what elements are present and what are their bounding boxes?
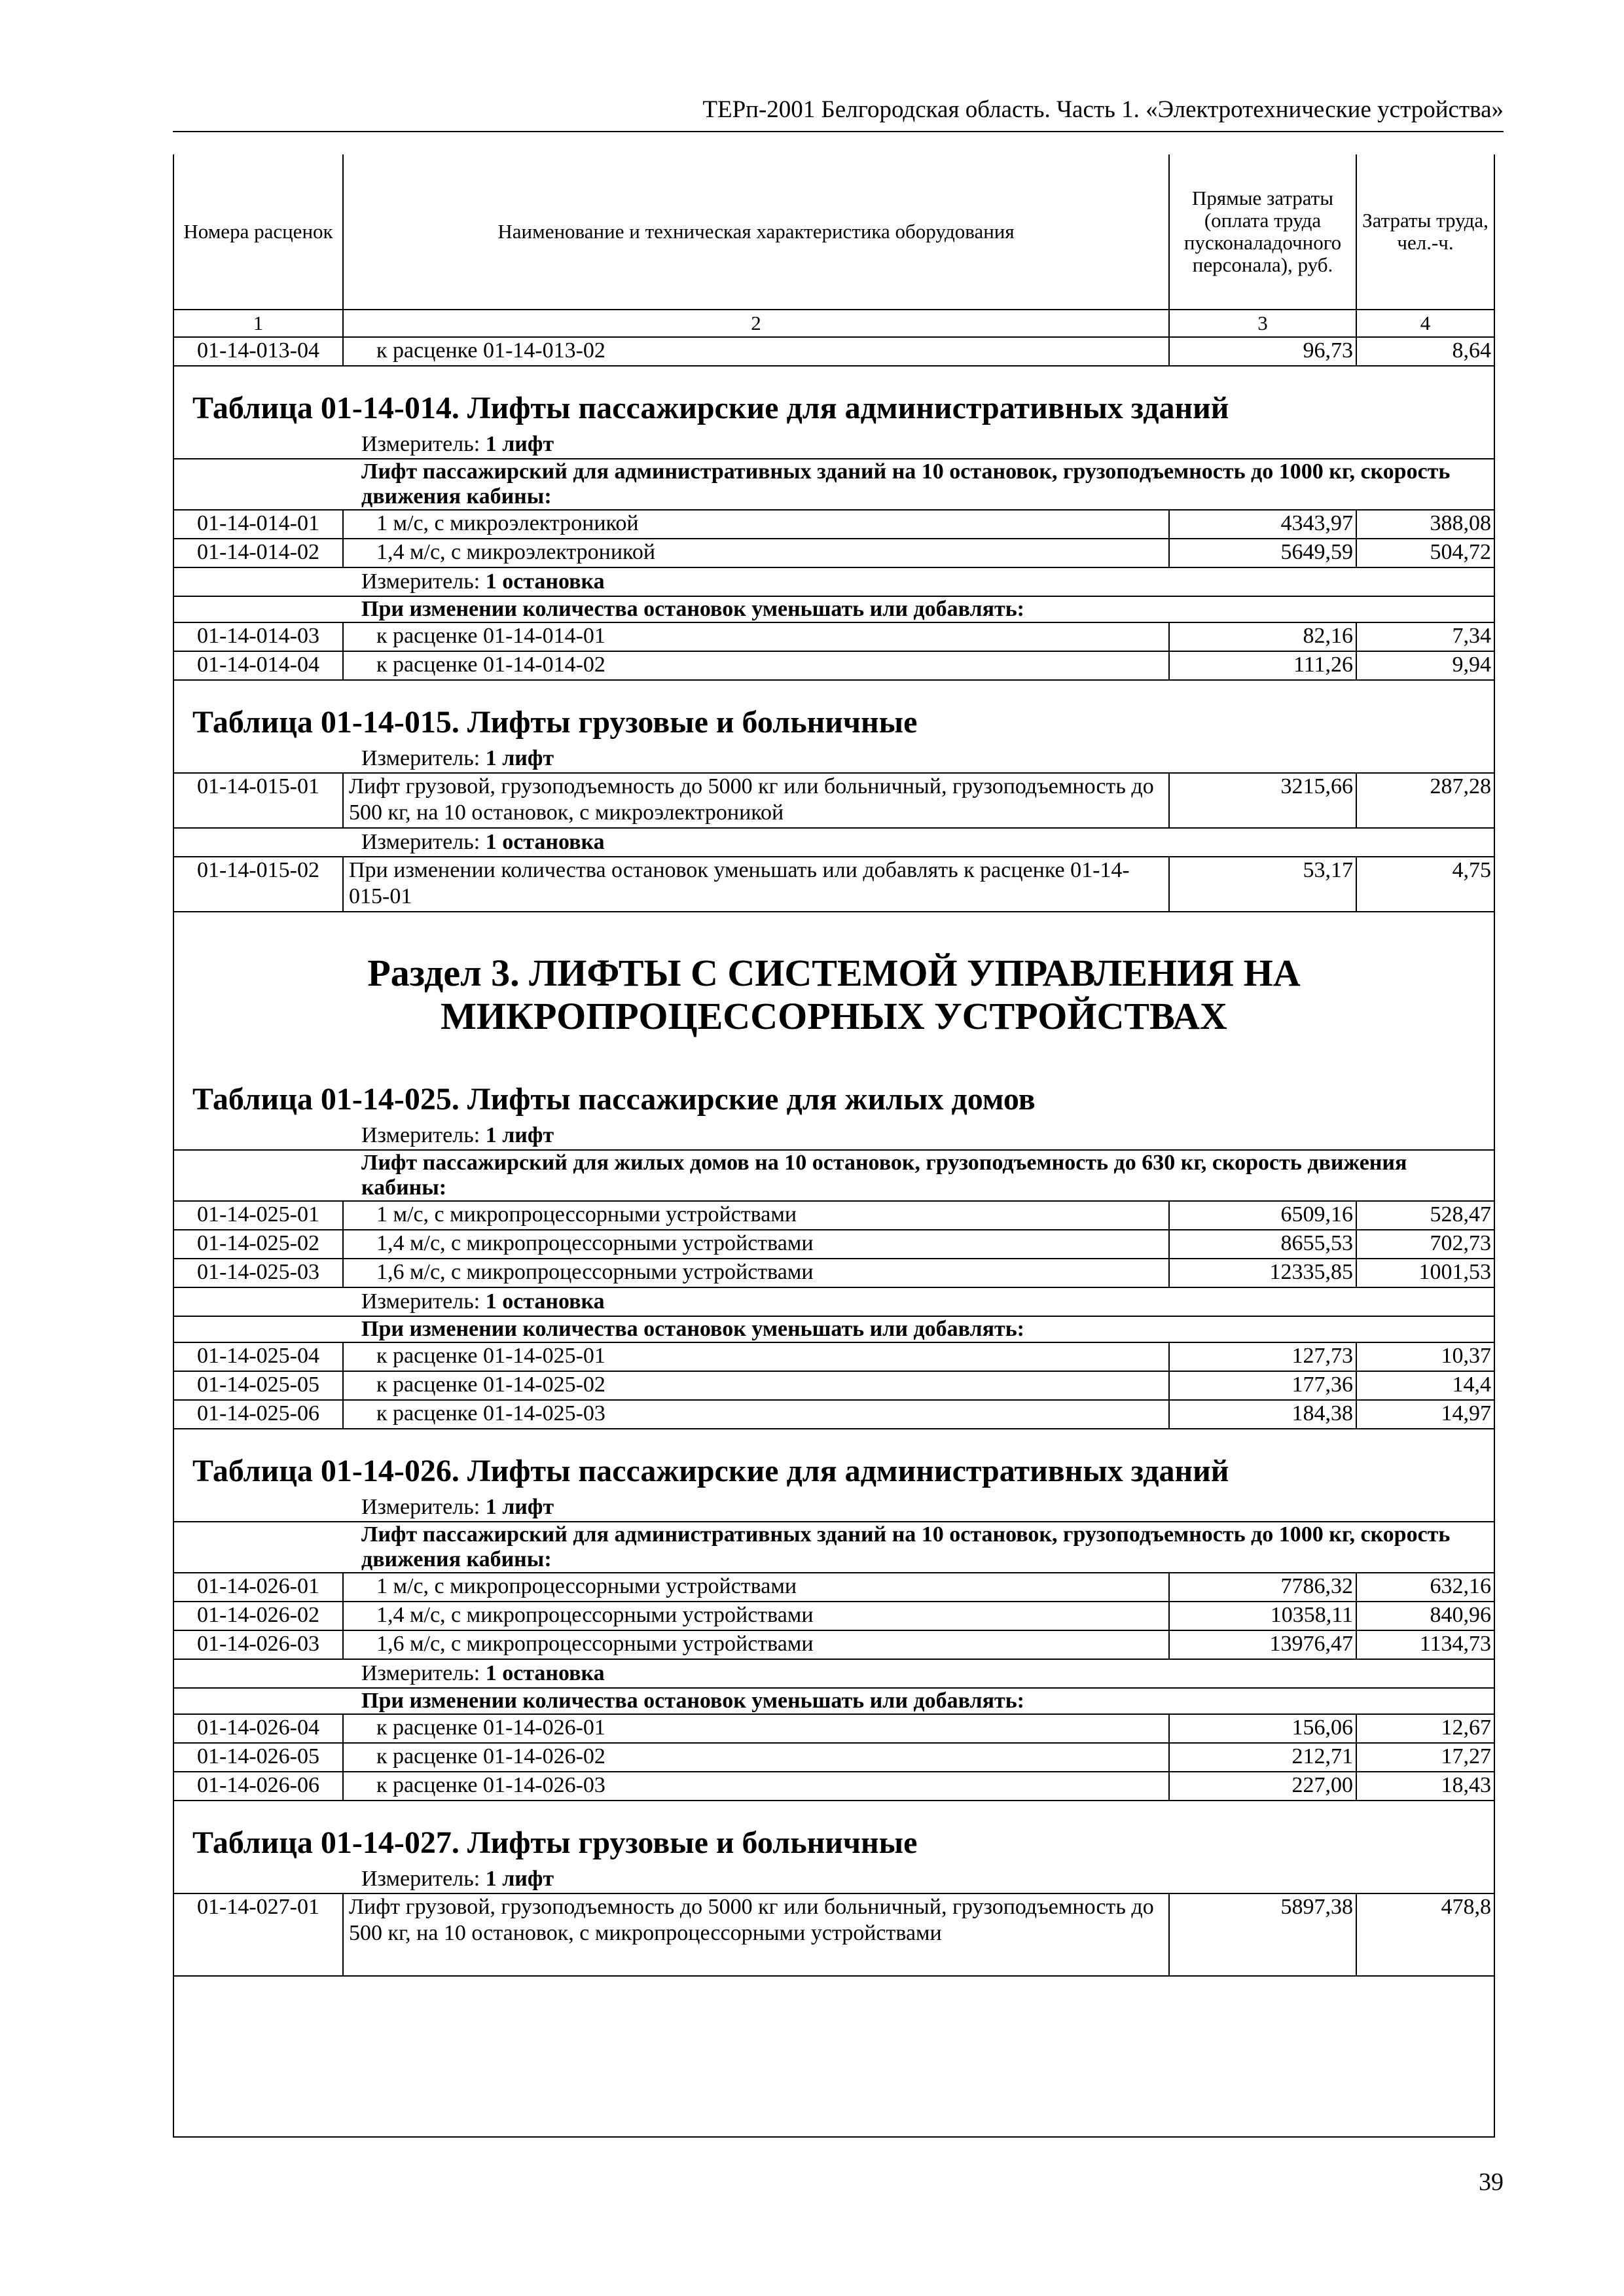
- measure-label: Измеритель:: [361, 830, 486, 854]
- measure-label: Измеритель:: [361, 746, 486, 770]
- table-row: [174, 1201, 1494, 1230]
- rate-cost: 13976,47: [1169, 1630, 1356, 1659]
- measure-value: 1 остановка: [485, 1661, 605, 1685]
- measure-value: 1 лифт: [485, 1867, 554, 1891]
- rate-labor: 1001,53: [1356, 1259, 1494, 1287]
- table-row: [174, 1259, 1494, 1287]
- table-row: [174, 773, 1494, 828]
- measure-value: 1 остановка: [485, 569, 605, 594]
- rate-code: 01-14-026-02: [174, 1602, 343, 1630]
- rate-name: к расценке 01-14-026-03: [343, 1772, 1169, 1801]
- rate-cost: 177,36: [1169, 1371, 1356, 1400]
- rate-name: к расценке 01-14-026-01: [343, 1714, 1169, 1743]
- column-number-row: [174, 310, 1494, 337]
- group-header: Лифт пассажирский для административных зданий на 10 остановок, грузоподъемность до 1000 кг, скорость движения кабины:: [343, 1522, 1494, 1573]
- table-row: [174, 1400, 1494, 1429]
- rate-labor: 7,34: [1356, 622, 1494, 651]
- measure-label: Измеритель:: [361, 1867, 486, 1891]
- measure-value: 1 лифт: [485, 746, 554, 770]
- rate-name: 1,6 м/с, с микропроцессорными устройствами: [343, 1259, 1169, 1287]
- rate-cost: 156,06: [1169, 1714, 1356, 1743]
- rate-cost: 227,00: [1169, 1772, 1356, 1801]
- group-header-row: [174, 459, 1494, 510]
- rate-name: к расценке 01-14-025-03: [343, 1400, 1169, 1429]
- rate-cost: 6509,16: [1169, 1201, 1356, 1230]
- rate-labor: 1134,73: [1356, 1630, 1494, 1659]
- rate-labor: 528,47: [1356, 1201, 1494, 1230]
- col-header-cost: Прямые затраты (оплата труда пусконаладочного персонала), руб.: [1169, 154, 1356, 310]
- table-row: [174, 857, 1494, 912]
- rate-code: 01-14-025-01: [174, 1201, 343, 1230]
- rate-labor: 14,97: [1356, 1400, 1494, 1429]
- table-row: [174, 510, 1494, 539]
- rate-cost: 5897,38: [1169, 1893, 1356, 1976]
- measure-row: [174, 431, 1494, 459]
- table-row: [174, 622, 1494, 651]
- table-row: [174, 1230, 1494, 1259]
- group-header-row: [174, 1150, 1494, 1201]
- table-title: Таблица 01-14-025. Лифты пассажирские для жилых домов: [192, 1082, 1036, 1117]
- rate-name: 1 м/с, с микроэлектроникой: [343, 510, 1169, 539]
- rate-code: 01-14-025-03: [174, 1259, 343, 1287]
- measure-row: [174, 1494, 1494, 1522]
- measure-label: Измеритель:: [361, 569, 486, 594]
- price-table-frame: [173, 154, 1495, 2138]
- rate-name: Лифт грузовой, грузоподъемность до 5000 кг или больничный, грузоподъемность до 500 кг, на 10 остановок, с микроэлектроникой: [343, 773, 1169, 828]
- rate-name: к расценке 01-14-014-02: [343, 651, 1169, 680]
- rate-cost: 127,73: [1169, 1342, 1356, 1371]
- table-row: [174, 1743, 1494, 1772]
- measure-value: 1 остановка: [485, 1289, 605, 1314]
- rate-labor: 12,67: [1356, 1714, 1494, 1743]
- rate-code: 01-14-025-04: [174, 1342, 343, 1371]
- col-number: 3: [1169, 310, 1356, 337]
- rate-cost: 82,16: [1169, 622, 1356, 651]
- rate-labor: 840,96: [1356, 1602, 1494, 1630]
- rate-cost: 96,73: [1169, 337, 1356, 366]
- col-header-name: Наименование и техническая характеристика оборудования: [343, 154, 1169, 310]
- table-title: Таблица 01-14-026. Лифты пассажирские для административных зданий: [192, 1454, 1229, 1488]
- rate-cost: 12335,85: [1169, 1259, 1356, 1287]
- rate-code: 01-14-026-04: [174, 1714, 343, 1743]
- table-row: [174, 1602, 1494, 1630]
- measure-row: [174, 567, 1494, 596]
- rate-cost: 53,17: [1169, 857, 1356, 912]
- rate-cost: 184,38: [1169, 1400, 1356, 1429]
- price-table: [174, 154, 1494, 1977]
- measure-row: [174, 828, 1494, 857]
- table-row: [174, 1893, 1494, 1976]
- rate-cost: 10358,11: [1169, 1602, 1356, 1630]
- rate-code: 01-14-027-01: [174, 1893, 343, 1976]
- measure-row: [174, 1659, 1494, 1688]
- section-title: [174, 912, 1494, 1058]
- rate-labor: 10,37: [1356, 1342, 1494, 1371]
- group-header-row: [174, 1316, 1494, 1342]
- section-title-line2: МИКРОПРОЦЕССОРНЫХ УСТРОЙСТВАХ: [441, 995, 1227, 1037]
- rate-name: к расценке 01-14-025-02: [343, 1371, 1169, 1400]
- rate-code: 01-14-026-06: [174, 1772, 343, 1801]
- group-header-row: [174, 1522, 1494, 1573]
- table-title: Таблица 01-14-014. Лифты пассажирские для административных зданий: [192, 391, 1229, 425]
- table-title: Таблица 01-14-015. Лифты грузовые и больничные: [192, 705, 918, 740]
- group-header: Лифт пассажирский для административных зданий на 10 остановок, грузоподъемность до 1000 кг, скорость движения кабины:: [343, 459, 1494, 510]
- rate-cost: 5649,59: [1169, 539, 1356, 567]
- column-header-row: [174, 154, 1494, 310]
- rate-cost: 111,26: [1169, 651, 1356, 680]
- rate-code: 01-14-025-06: [174, 1400, 343, 1429]
- rate-labor: 14,4: [1356, 1371, 1494, 1400]
- table-row: [174, 1342, 1494, 1371]
- measure-label: Измеритель:: [361, 1661, 486, 1685]
- rate-labor: 632,16: [1356, 1573, 1494, 1602]
- rate-name: 1,6 м/с, с микропроцессорными устройствами: [343, 1630, 1169, 1659]
- rate-cost: 212,71: [1169, 1743, 1356, 1772]
- rate-code: 01-14-015-02: [174, 857, 343, 912]
- table-row: [174, 1772, 1494, 1801]
- group-header: При изменении количества остановок уменьшать или добавлять:: [343, 596, 1494, 622]
- rate-code: 01-14-025-05: [174, 1371, 343, 1400]
- measure-row: [174, 1865, 1494, 1893]
- section-title-line1: Раздел 3. ЛИФТЫ С СИСТЕМОЙ УПРАВЛЕНИЯ НА: [367, 952, 1301, 994]
- rate-code: 01-14-014-03: [174, 622, 343, 651]
- measure-label: Измеритель:: [361, 1289, 486, 1314]
- col-number: 1: [174, 310, 343, 337]
- col-number: 4: [1356, 310, 1494, 337]
- table-row: [174, 1573, 1494, 1602]
- rate-code: 01-14-014-01: [174, 510, 343, 539]
- rate-labor: 17,27: [1356, 1743, 1494, 1772]
- rate-name: 1 м/с, с микропроцессорными устройствами: [343, 1201, 1169, 1230]
- measure-row: [174, 1287, 1494, 1316]
- rate-name: 1,4 м/с, с микропроцессорными устройствами: [343, 1230, 1169, 1259]
- table-row: [174, 651, 1494, 680]
- rate-code: 01-14-015-01: [174, 773, 343, 828]
- rate-labor: 388,08: [1356, 510, 1494, 539]
- rate-code: 01-14-026-05: [174, 1743, 343, 1772]
- rate-labor: 287,28: [1356, 773, 1494, 828]
- table-row: [174, 539, 1494, 567]
- measure-value: 1 лифт: [485, 1123, 554, 1147]
- rate-code: 01-14-014-02: [174, 539, 343, 567]
- rate-code: 01-14-025-02: [174, 1230, 343, 1259]
- rate-name: Лифт грузовой, грузоподъемность до 5000 кг или больничный, грузоподъемность до 500 кг, на 10 остановок, с микропроцессорными устройствами: [343, 1893, 1169, 1976]
- table-row: [174, 1714, 1494, 1743]
- group-header-row: [174, 1688, 1494, 1714]
- col-header-code: Номера расценок: [174, 154, 343, 310]
- group-header-row: [174, 596, 1494, 622]
- rate-name: к расценке 01-14-014-01: [343, 622, 1169, 651]
- rate-name: 1 м/с, с микропроцессорными устройствами: [343, 1573, 1169, 1602]
- page-number: 39: [1479, 2168, 1504, 2196]
- rate-labor: 478,8: [1356, 1893, 1494, 1976]
- table-title: Таблица 01-14-027. Лифты грузовые и больничные: [192, 1825, 918, 1860]
- rate-name: 1,4 м/с, с микропроцессорными устройствами: [343, 1602, 1169, 1630]
- rate-labor: 504,72: [1356, 539, 1494, 567]
- table-row: [174, 337, 1494, 366]
- rate-labor: 702,73: [1356, 1230, 1494, 1259]
- measure-label: Измеритель:: [361, 1495, 486, 1519]
- table-row: [174, 1630, 1494, 1659]
- measure-row: [174, 745, 1494, 773]
- rate-labor: 4,75: [1356, 857, 1494, 912]
- rate-code: 01-14-026-03: [174, 1630, 343, 1659]
- rate-name: 1,4 м/с, с микроэлектроникой: [343, 539, 1169, 567]
- rate-labor: 9,94: [1356, 651, 1494, 680]
- rate-code: 01-14-026-01: [174, 1573, 343, 1602]
- rate-cost: 4343,97: [1169, 510, 1356, 539]
- rate-name: При изменении количества остановок уменьшать или добавлять к расценке 01-14-015-01: [343, 857, 1169, 912]
- rate-name: к расценке 01-14-026-02: [343, 1743, 1169, 1772]
- rate-code: 01-14-014-04: [174, 651, 343, 680]
- col-header-labor: Затраты труда, чел.-ч.: [1356, 154, 1494, 310]
- table-row: [174, 1371, 1494, 1400]
- measure-label: Измеритель:: [361, 432, 486, 456]
- rate-labor: 18,43: [1356, 1772, 1494, 1801]
- measure-value: 1 лифт: [485, 432, 554, 456]
- rate-cost: 7786,32: [1169, 1573, 1356, 1602]
- rate-name: к расценке 01-14-013-02: [343, 337, 1169, 366]
- group-header: При изменении количества остановок уменьшать или добавлять:: [343, 1316, 1494, 1342]
- measure-value: 1 остановка: [485, 830, 605, 854]
- measure-value: 1 лифт: [485, 1495, 554, 1519]
- rate-cost: 8655,53: [1169, 1230, 1356, 1259]
- measure-label: Измеритель:: [361, 1123, 486, 1147]
- measure-row: [174, 1122, 1494, 1150]
- rate-cost: 3215,66: [1169, 773, 1356, 828]
- group-header: При изменении количества остановок уменьшать или добавлять:: [343, 1688, 1494, 1714]
- rate-labor: 8,64: [1356, 337, 1494, 366]
- col-number: 2: [343, 310, 1169, 337]
- group-header: Лифт пассажирский для жилых домов на 10 остановок, грузоподъемность до 630 кг, скорость движения кабины:: [343, 1150, 1494, 1201]
- rate-name: к расценке 01-14-025-01: [343, 1342, 1169, 1371]
- rate-code: 01-14-013-04: [174, 337, 343, 366]
- running-head: ТЕРп-2001 Белгородская область. Часть 1. «Электротехнические устройства»: [173, 97, 1504, 132]
